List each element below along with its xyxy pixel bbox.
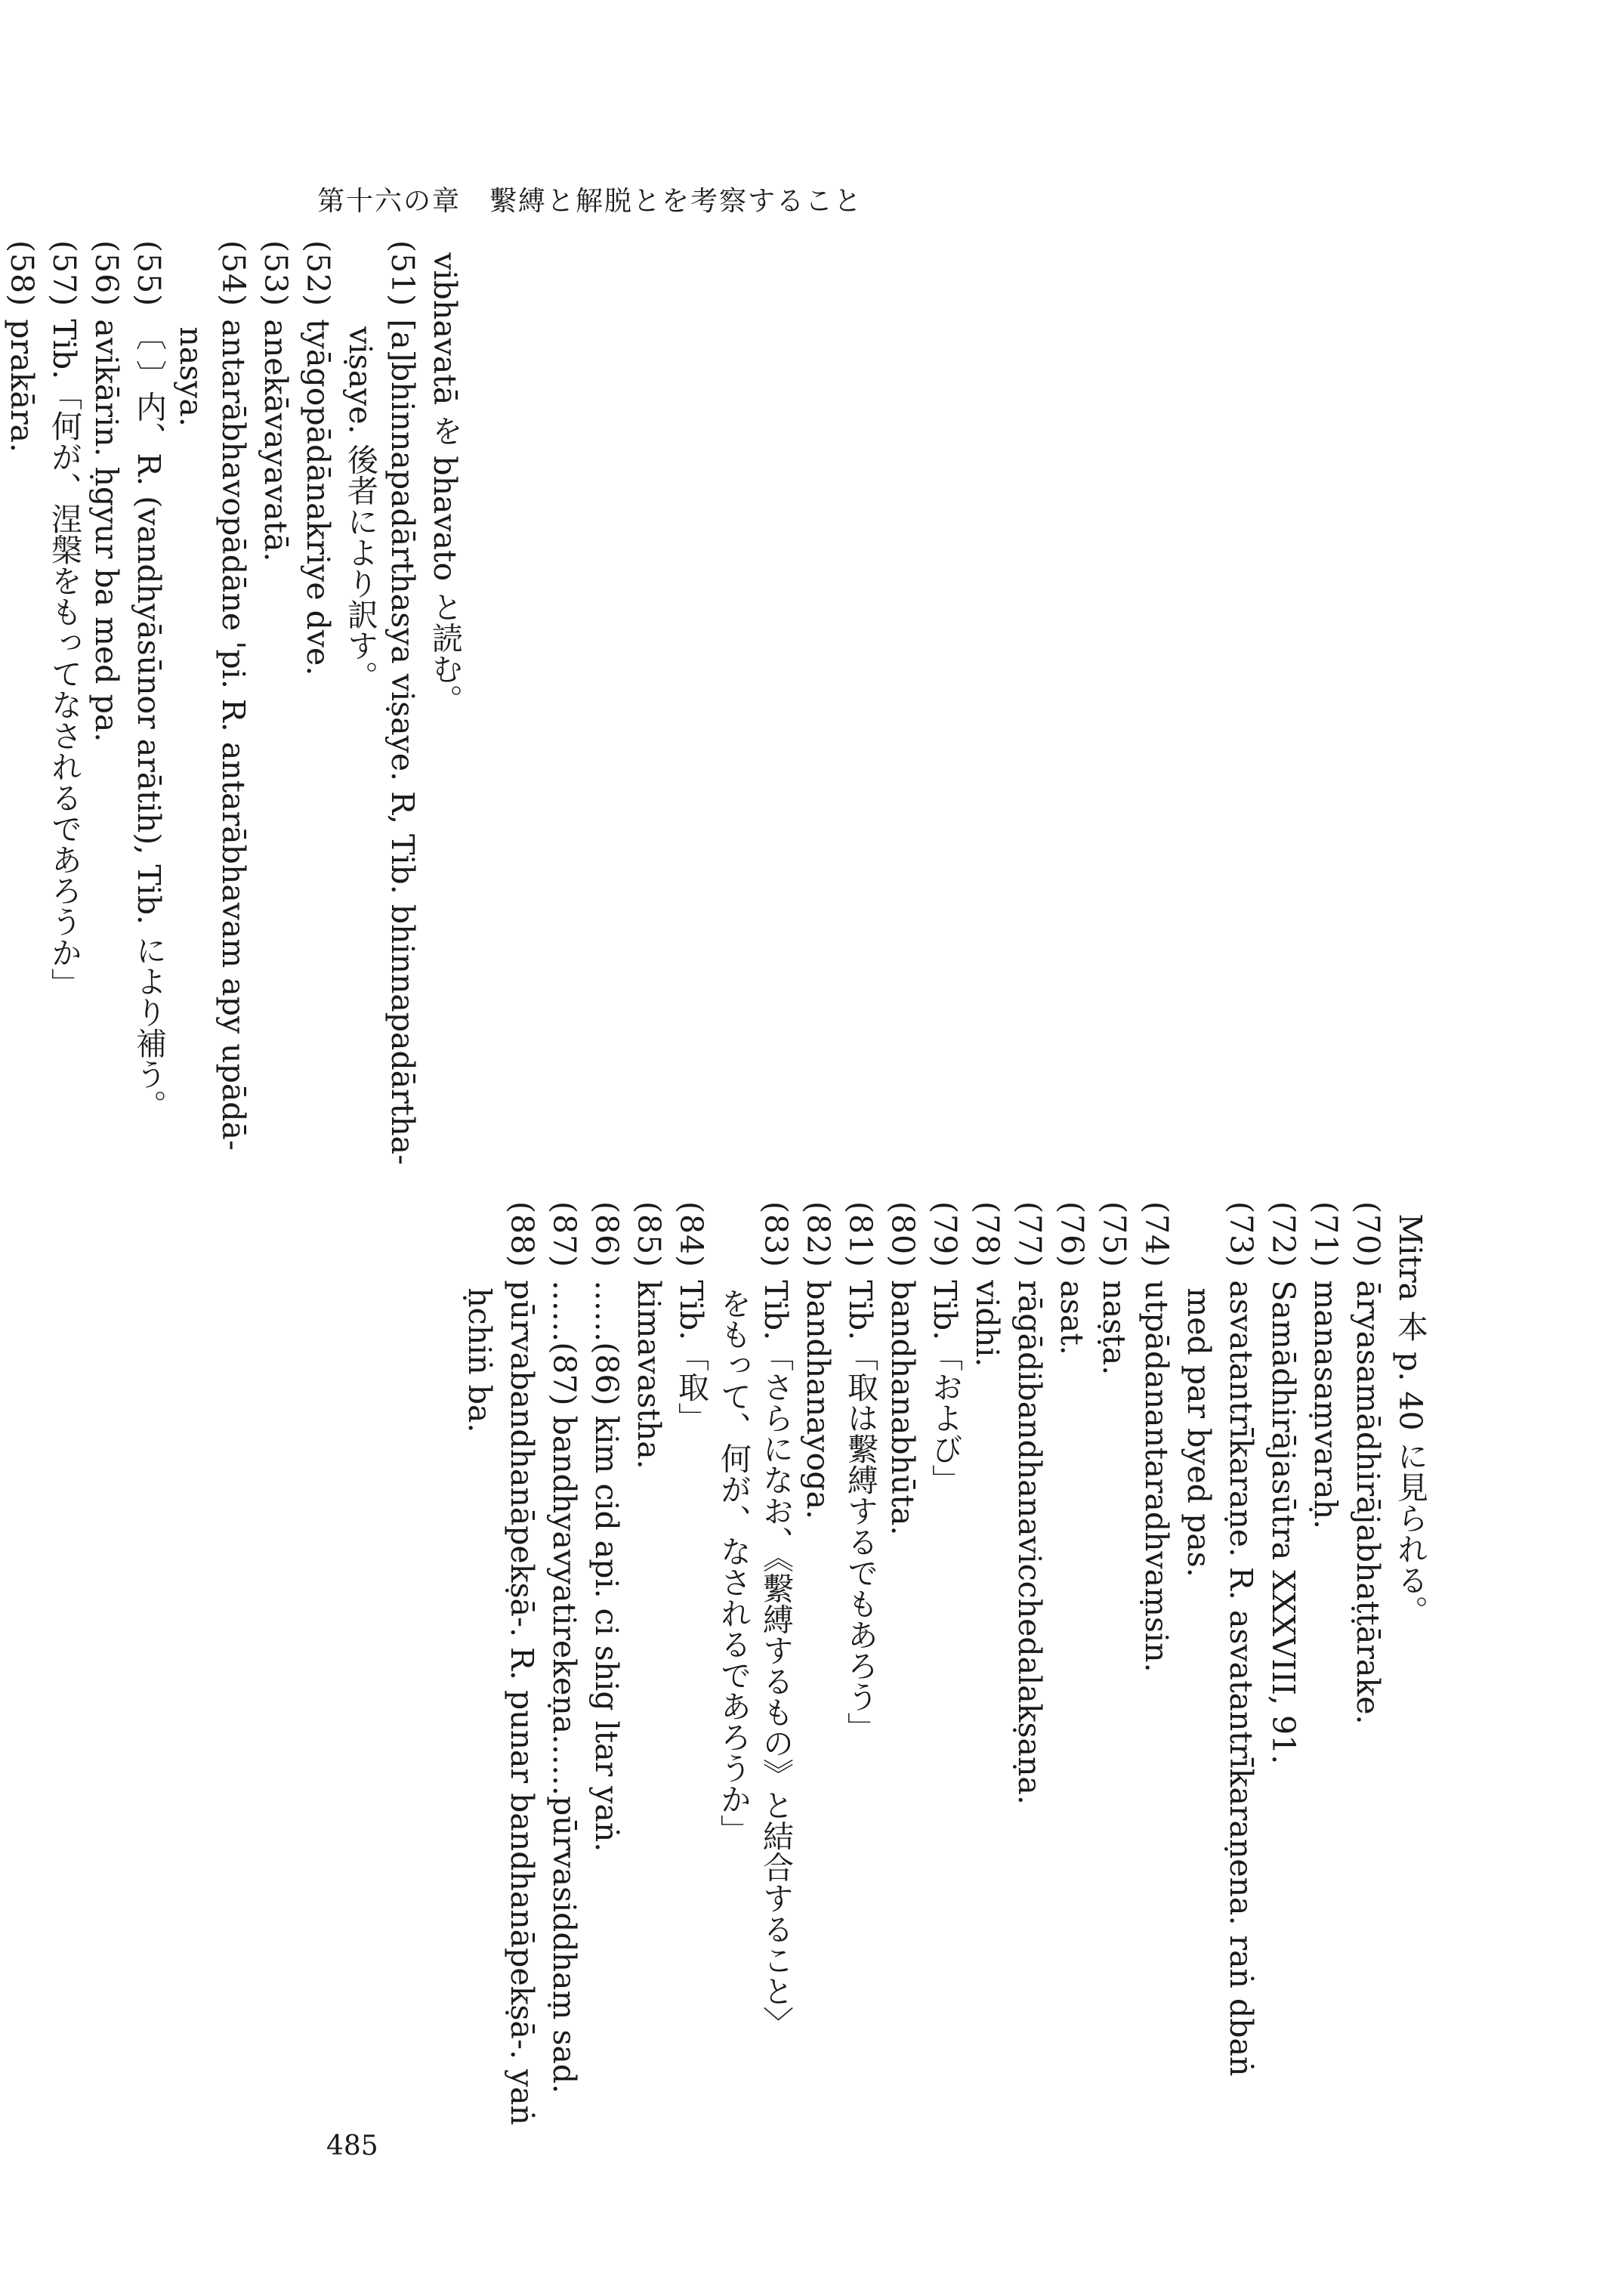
- note-line: (53)anekāvayavatā.: [258, 240, 294, 562]
- note-line: (73)asvatantrīkaraṇe. R. asvatantrīkaraṇena. raṅ dbaṅ: [1223, 1201, 1259, 2077]
- note-line: med par byed pas.: [1181, 1287, 1217, 1578]
- note-line: (85)kimavastha.: [631, 1201, 667, 1469]
- note-line: (75)naṣṭa.: [1096, 1201, 1132, 1376]
- note-line: (86)……(86) kim cid api. ci shig ltar yaṅ.: [588, 1201, 625, 1853]
- note-line: (81)Tib.「取は繫縛するでもあろう」: [842, 1201, 878, 1744]
- note-line: (55)〔 〕内、R. (vandhyāsūnor arātih), Tib. により補う。: [131, 240, 167, 1121]
- note-line: (54)antarābhavopādāne 'pi. R. antarābhavam apy upādā-: [215, 240, 252, 1151]
- note-line: をもって、何が、なされるであろうか」: [715, 1287, 752, 1846]
- notes-column-right: [458, 1201, 1431, 2259]
- note-line: (78)vidhi.: [969, 1201, 1005, 1367]
- note-line: (87)……(87) bandhyavyatirekeṇa……pūrvasiddhaṃ sad.: [546, 1201, 582, 2094]
- note-line: (79)Tib.「および」: [927, 1201, 963, 1496]
- note-line: ḥchiṅ ba.: [462, 1287, 498, 1433]
- note-line: nasya.: [173, 326, 209, 428]
- note-line: (71)manasaṃvaraḥ.: [1308, 1201, 1344, 1530]
- note-line: Mitra 本 p. 40 に見られる。: [1392, 1213, 1428, 1627]
- note-line: (56)avikārin. ḥgyur ba med pa.: [88, 240, 125, 743]
- note-line: (51)[a]bhinnapadārthasya viṣaye. R, Tib. bhinnapadārtha-: [384, 240, 421, 1166]
- note-line: (88)pūrvabandhanāpekṣā-. R. punar bandhanāpekṣā-. yaṅ: [504, 1201, 540, 2126]
- note-line: (72)Samādhirājasūtra XXXVIII, 91.: [1265, 1201, 1301, 1765]
- note-line: vibhavatā を bhavato と読む。: [427, 252, 463, 715]
- note-line: (74)utpādanantaradhvaṃsin.: [1138, 1201, 1175, 1673]
- note-line: (76)asat.: [1054, 1201, 1090, 1355]
- note-line: (80)bandhanabhūta.: [885, 1201, 921, 1536]
- note-line: (52)tyāgopādānakriye dve.: [300, 240, 336, 676]
- note-line: [0, 240, 1, 1419]
- note-line: viṣaye. 後者により訳す。: [342, 326, 378, 693]
- note-line: (82)bandhanayoga.: [800, 1201, 836, 1520]
- page-number: 485: [326, 2131, 378, 2162]
- note-line: (58)prakāra.: [4, 240, 40, 453]
- note-line: (57)Tib.「何が、涅槃をもってなされるであろうか」: [46, 240, 82, 1000]
- note-line: (84)Tib.「取」: [673, 1201, 709, 1434]
- note-line: (77)rāgādibandhanavicchedalakṣaṇa.: [1011, 1201, 1048, 1806]
- running-header: 第十六の章 繫縛と解脱とを考察すること: [317, 186, 863, 217]
- note-line: (83)Tib.「さらになお、《繫縛するもの》と結合すること〉: [758, 1201, 794, 2038]
- notes-column-left: [0, 240, 466, 1419]
- note-line: (70)āryasamādhirājabhaṭṭārake.: [1350, 1201, 1386, 1725]
